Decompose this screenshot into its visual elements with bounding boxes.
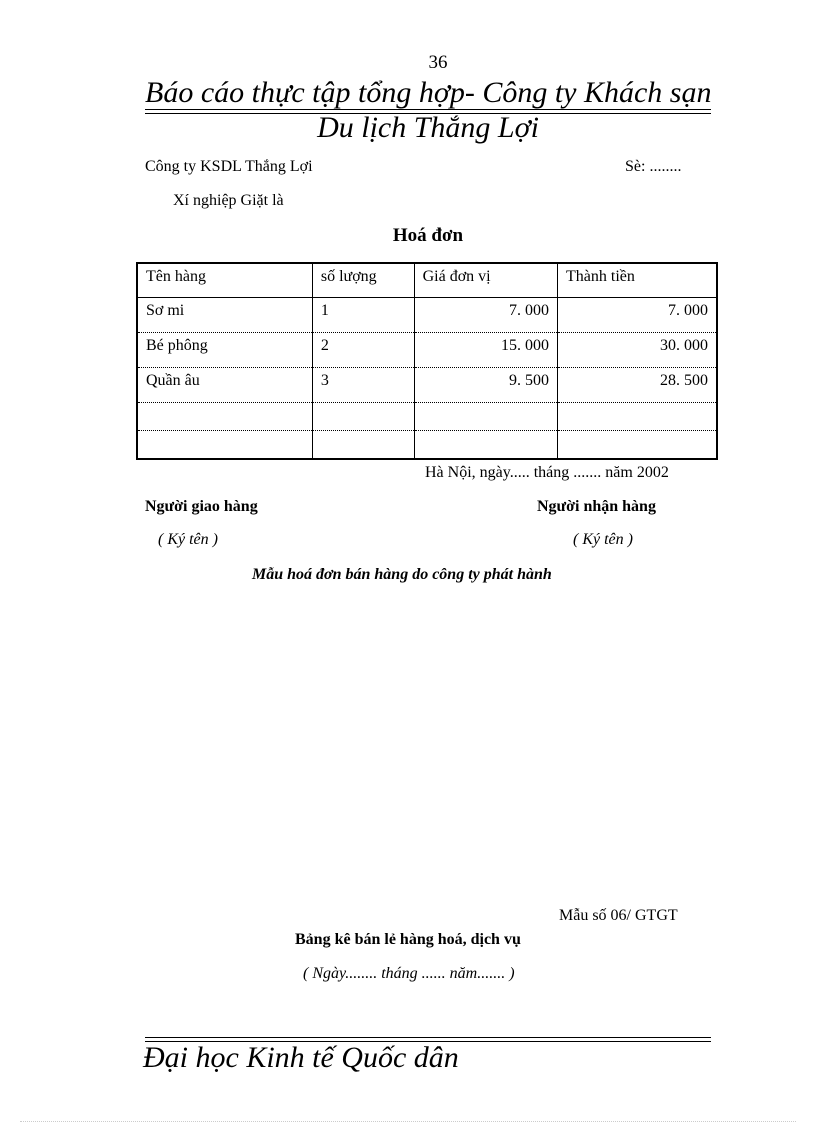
quantity-cell: 2 xyxy=(312,333,414,368)
item-name-cell xyxy=(137,431,312,460)
unit-price-cell: 7. 000 xyxy=(414,298,557,333)
list-date: ( Ngày........ tháng ...... năm....... ) xyxy=(303,965,515,982)
list-title: Bảng kê bán lẻ hàng hoá, dịch vụ xyxy=(295,931,521,948)
quantity-cell xyxy=(312,403,414,431)
table-row xyxy=(137,403,717,431)
header-title: Báo cáo thực tập tổng hợp- Công ty Khách sạn xyxy=(145,76,712,109)
unit-name: Xí nghiệp Giặt là xyxy=(173,192,284,209)
invoice-caption: Mẫu hoá đơn bán hàng do công ty phát hành xyxy=(252,566,552,583)
table-row xyxy=(137,431,717,460)
table-row xyxy=(137,333,717,368)
page-edge-line xyxy=(20,1121,796,1122)
header-rule xyxy=(145,109,711,114)
unit-price-cell: 9. 500 xyxy=(414,368,557,403)
quantity-cell: 3 xyxy=(312,368,414,403)
deliverer-sign-note: ( Ký tên ) xyxy=(158,531,218,548)
column-header: Giá đơn vị xyxy=(414,263,557,298)
amount-cell: 28. 500 xyxy=(558,368,717,403)
footer-title: Đại học Kinh tế Quốc dân xyxy=(143,1041,459,1074)
item-name-cell xyxy=(137,403,312,431)
column-header: số lượng xyxy=(312,263,414,298)
company-name: Công ty KSDL Thắng Lợi xyxy=(145,158,313,175)
receiver-sign-note: ( Ký tên ) xyxy=(573,531,633,548)
table-row xyxy=(137,368,717,403)
unit-price-cell xyxy=(414,403,557,431)
amount-cell xyxy=(558,431,717,460)
amount-cell: 7. 000 xyxy=(558,298,717,333)
unit-price-cell xyxy=(414,431,557,460)
form-code: Mẫu số 06/ GTGT xyxy=(559,907,678,924)
invoice-title: Hoá đơn xyxy=(392,225,464,246)
table-row xyxy=(137,298,717,333)
document-number: Sè: ........ xyxy=(625,158,682,175)
receiver-label: Người nhận hàng xyxy=(537,498,656,515)
amount-cell xyxy=(558,403,717,431)
header-subtitle: Du lịch Thắng Lợi xyxy=(317,111,539,144)
column-header: Tên hàng xyxy=(137,263,312,298)
invoice-table xyxy=(136,262,718,460)
deliverer-label: Người giao hàng xyxy=(145,498,258,515)
column-header: Thành tiền xyxy=(558,263,717,298)
amount-cell: 30. 000 xyxy=(558,333,717,368)
item-name-cell: Quần âu xyxy=(137,368,312,403)
quantity-cell xyxy=(312,431,414,460)
item-name-cell: Bé phông xyxy=(137,333,312,368)
place-date: Hà Nội, ngày..... tháng ....... năm 2002 xyxy=(425,464,669,481)
table-header-row xyxy=(137,263,717,298)
item-name-cell: Sơ mi xyxy=(137,298,312,333)
page-number: 36 xyxy=(428,52,448,73)
unit-price-cell: 15. 000 xyxy=(414,333,557,368)
quantity-cell: 1 xyxy=(312,298,414,333)
